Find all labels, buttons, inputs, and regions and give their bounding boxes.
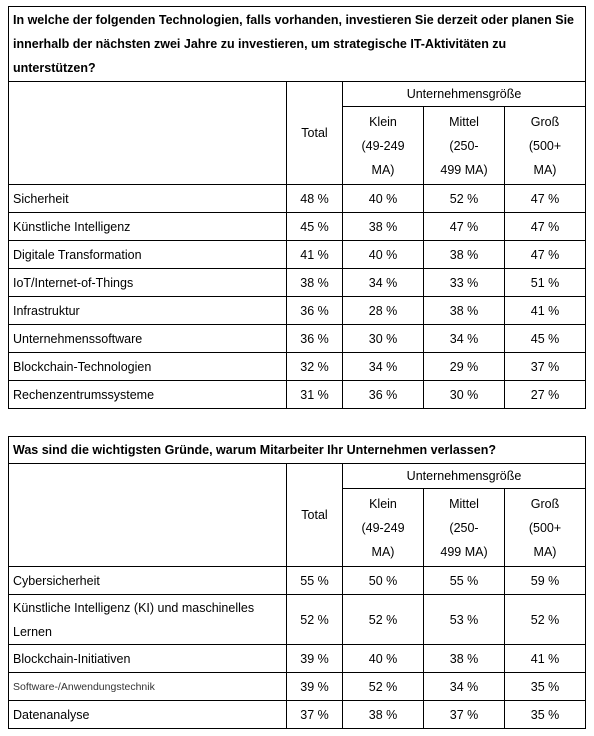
- row-label: Künstliche Intelligenz: [8, 213, 287, 241]
- value-klein: 38 %: [343, 701, 424, 729]
- value-total: 36 %: [287, 325, 343, 353]
- row-label: Rechenzentrumssysteme: [8, 381, 287, 409]
- value-gross: 59 %: [505, 567, 586, 595]
- table-row: [8, 213, 586, 241]
- value-total: 38 %: [287, 269, 343, 297]
- header-total: Total: [287, 463, 343, 567]
- table-row: [8, 325, 586, 353]
- value-total: 39 %: [287, 673, 343, 701]
- table-row: [8, 645, 586, 673]
- value-gross: 52 %: [505, 595, 586, 645]
- value-klein: 36 %: [343, 381, 424, 409]
- value-mittel: 38 %: [424, 241, 505, 269]
- value-klein: 34 %: [343, 269, 424, 297]
- value-gross: 41 %: [505, 297, 586, 325]
- value-klein: 38 %: [343, 213, 424, 241]
- value-gross: 41 %: [505, 645, 586, 673]
- value-klein: 50 %: [343, 567, 424, 595]
- value-klein: 40 %: [343, 185, 424, 213]
- row-label: Unternehmenssoftware: [8, 325, 287, 353]
- row-label: Datenanalyse: [8, 701, 287, 729]
- header-klein: Klein (49-249 MA): [343, 107, 424, 185]
- value-mittel: 34 %: [424, 325, 505, 353]
- value-mittel: 47 %: [424, 213, 505, 241]
- value-total: 32 %: [287, 353, 343, 381]
- row-label: Künstliche Intelligenz (KI) und maschinelles Lernen: [8, 595, 287, 645]
- value-mittel: 33 %: [424, 269, 505, 297]
- row-label: Blockchain-Technologien: [8, 353, 287, 381]
- survey-table-technologies: [8, 6, 586, 409]
- value-mittel: 34 %: [424, 673, 505, 701]
- header-gross: Groß (500+ MA): [505, 107, 586, 185]
- value-gross: 35 %: [505, 673, 586, 701]
- value-klein: 28 %: [343, 297, 424, 325]
- value-total: 52 %: [287, 595, 343, 645]
- table-row: [8, 381, 586, 409]
- value-klein: 40 %: [343, 241, 424, 269]
- value-klein: 40 %: [343, 645, 424, 673]
- value-gross: 47 %: [505, 213, 586, 241]
- header-mittel: Mittel (250- 499 MA): [424, 107, 505, 185]
- value-gross: 51 %: [505, 269, 586, 297]
- header-gross: Groß (500+ MA): [505, 489, 586, 567]
- value-klein: 34 %: [343, 353, 424, 381]
- value-gross: 47 %: [505, 185, 586, 213]
- table-row: [8, 241, 586, 269]
- table-row: [8, 567, 586, 595]
- value-total: 45 %: [287, 213, 343, 241]
- table-row: [8, 297, 586, 325]
- table-row: [8, 269, 586, 297]
- table-row: [8, 701, 586, 729]
- header-empty-cell: [8, 463, 287, 567]
- value-total: 41 %: [287, 241, 343, 269]
- row-label: Digitale Transformation: [8, 241, 287, 269]
- header-empty-cell: [8, 81, 287, 185]
- value-mittel: 55 %: [424, 567, 505, 595]
- value-mittel: 52 %: [424, 185, 505, 213]
- row-label: Cybersicherheit: [8, 567, 287, 595]
- value-total: 36 %: [287, 297, 343, 325]
- value-total: 31 %: [287, 381, 343, 409]
- value-gross: 45 %: [505, 325, 586, 353]
- table-row: [8, 673, 586, 701]
- value-klein: 52 %: [343, 595, 424, 645]
- value-mittel: 37 %: [424, 701, 505, 729]
- value-gross: 37 %: [505, 353, 586, 381]
- header-mittel: Mittel (250- 499 MA): [424, 489, 505, 567]
- value-mittel: 38 %: [424, 297, 505, 325]
- table-row: [8, 595, 586, 645]
- value-total: 39 %: [287, 645, 343, 673]
- row-label: Infrastruktur: [8, 297, 287, 325]
- value-mittel: 30 %: [424, 381, 505, 409]
- value-total: 37 %: [287, 701, 343, 729]
- row-label: Software-/Anwendungstechnik: [8, 673, 287, 701]
- survey-table-reasons: [8, 436, 586, 729]
- header-group-size: Unternehmensgröße: [343, 81, 586, 107]
- value-mittel: 53 %: [424, 595, 505, 645]
- value-gross: 35 %: [505, 701, 586, 729]
- value-mittel: 29 %: [424, 353, 505, 381]
- value-klein: 30 %: [343, 325, 424, 353]
- value-gross: 27 %: [505, 381, 586, 409]
- table-row: [8, 185, 586, 213]
- table-row: [8, 353, 586, 381]
- header-klein: Klein (49-249 MA): [343, 489, 424, 567]
- row-label: Sicherheit: [8, 185, 287, 213]
- value-mittel: 38 %: [424, 645, 505, 673]
- value-klein: 52 %: [343, 673, 424, 701]
- value-total: 48 %: [287, 185, 343, 213]
- table-question: In welche der folgenden Technologien, falls vorhanden, investieren Sie derzeit oder planen Sie innerhalb der nächsten zwei Jahre zu investieren, um strategische IT-Aktivitäten zu unterstützen?: [8, 6, 586, 81]
- value-gross: 47 %: [505, 241, 586, 269]
- value-total: 55 %: [287, 567, 343, 595]
- table-question: Was sind die wichtigsten Gründe, warum Mitarbeiter Ihr Unternehmen verlassen?: [8, 436, 586, 463]
- row-label: IoT/Internet-of-Things: [8, 269, 287, 297]
- header-total: Total: [287, 81, 343, 185]
- header-group-size: Unternehmensgröße: [343, 463, 586, 489]
- row-label: Blockchain-Initiativen: [8, 645, 287, 673]
